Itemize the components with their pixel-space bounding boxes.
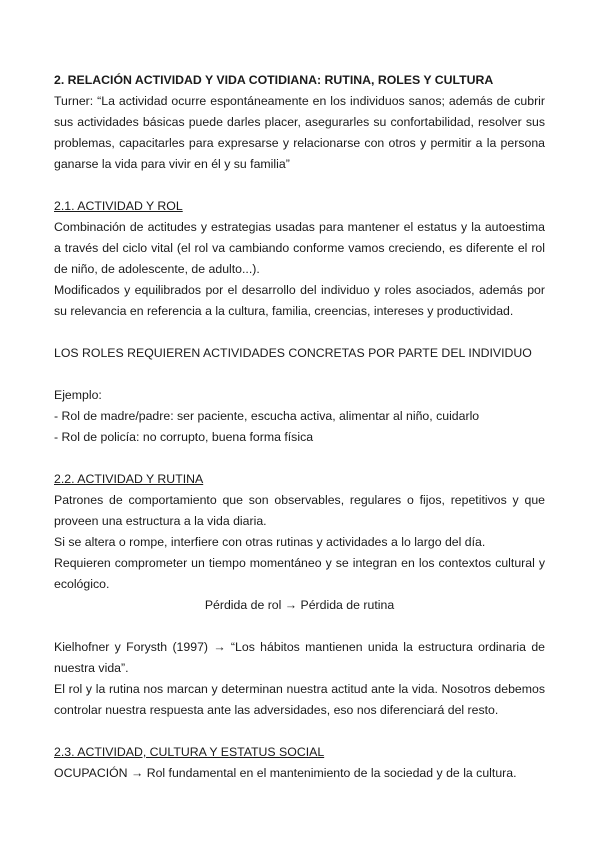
paragraph: Patrones de comportamiento que son observables, regulares o fijos, repetitivos y que proveen una estructura a la vida diaria.: [54, 493, 545, 528]
paragraph: Requieren comprometer un tiempo momentáneo y se integran en los contextos cultural y ecológico.: [54, 556, 545, 591]
caps-statement: LOS ROLES REQUIEREN ACTIVIDADES CONCRETAS POR PARTE DEL INDIVIDUO: [54, 346, 532, 360]
example-label: Ejemplo:: [54, 388, 102, 402]
paragraph: Modificados y equilibrados por el desarrollo del individuo y roles asociados, además por su relevancia en referencia a la cultura, familia, creencias, intereses y productividad.: [54, 283, 545, 318]
paragraph: El rol y la rutina nos marcan y determinan nuestra actitud ante la vida. Nosotros debemos controlar nuestra respuesta ante las adversidades, eso nos diferenciará del resto.: [54, 682, 545, 717]
subsection-title-2-3: 2.3. ACTIVIDAD, CULTURA Y ESTATUS SOCIAL: [54, 745, 325, 759]
centered-statement: Pérdida de rol → Pérdida de rutina: [204, 598, 395, 612]
document-content: [54, 70, 545, 784]
example-item: - Rol de madre/padre: ser paciente, escucha activa, alimentar al niño, cuidarlo: [54, 409, 480, 423]
paragraph: Kielhofner y Forysth (1997) → “Los hábitos mantienen unida la estructura ordinaria de nuestra vida”.: [54, 640, 545, 675]
subsection-title-2-2: 2.2. ACTIVIDAD Y RUTINA: [54, 472, 204, 486]
paragraph: OCUPACIÓN → Rol fundamental en el mantenimiento de la sociedad y de la cultura.: [54, 766, 517, 780]
turner-quote: Turner: “La actividad ocurre espontáneamente en los individuos sanos; además de cubrir sus actividades básicas puede darles placer, asegurarles su confortabilidad, resolver sus problemas, capacitarles para expresarse y relacionarse con otros y permitir a la persona ganarse la vida para vivir en él y su familia”: [54, 94, 545, 171]
subsection-title-2-1: 2.1. ACTIVIDAD Y ROL: [54, 199, 183, 213]
example-item: - Rol de policía: no corrupto, buena forma física: [54, 430, 314, 444]
paragraph: Combinación de actitudes y estrategias usadas para mantener el estatus y la autoestima a través del ciclo vital (el rol va cambiando conforme vamos creciendo, es diferente el rol de niño, de adolescente, de adulto...).: [54, 220, 545, 276]
paragraph: Si se altera o rompe, interfiere con otras rutinas y actividades a lo largo del día.: [54, 535, 486, 549]
section-heading: 2. RELACIÓN ACTIVIDAD Y VIDA COTIDIANA: RUTINA, ROLES Y CULTURA: [54, 73, 494, 87]
